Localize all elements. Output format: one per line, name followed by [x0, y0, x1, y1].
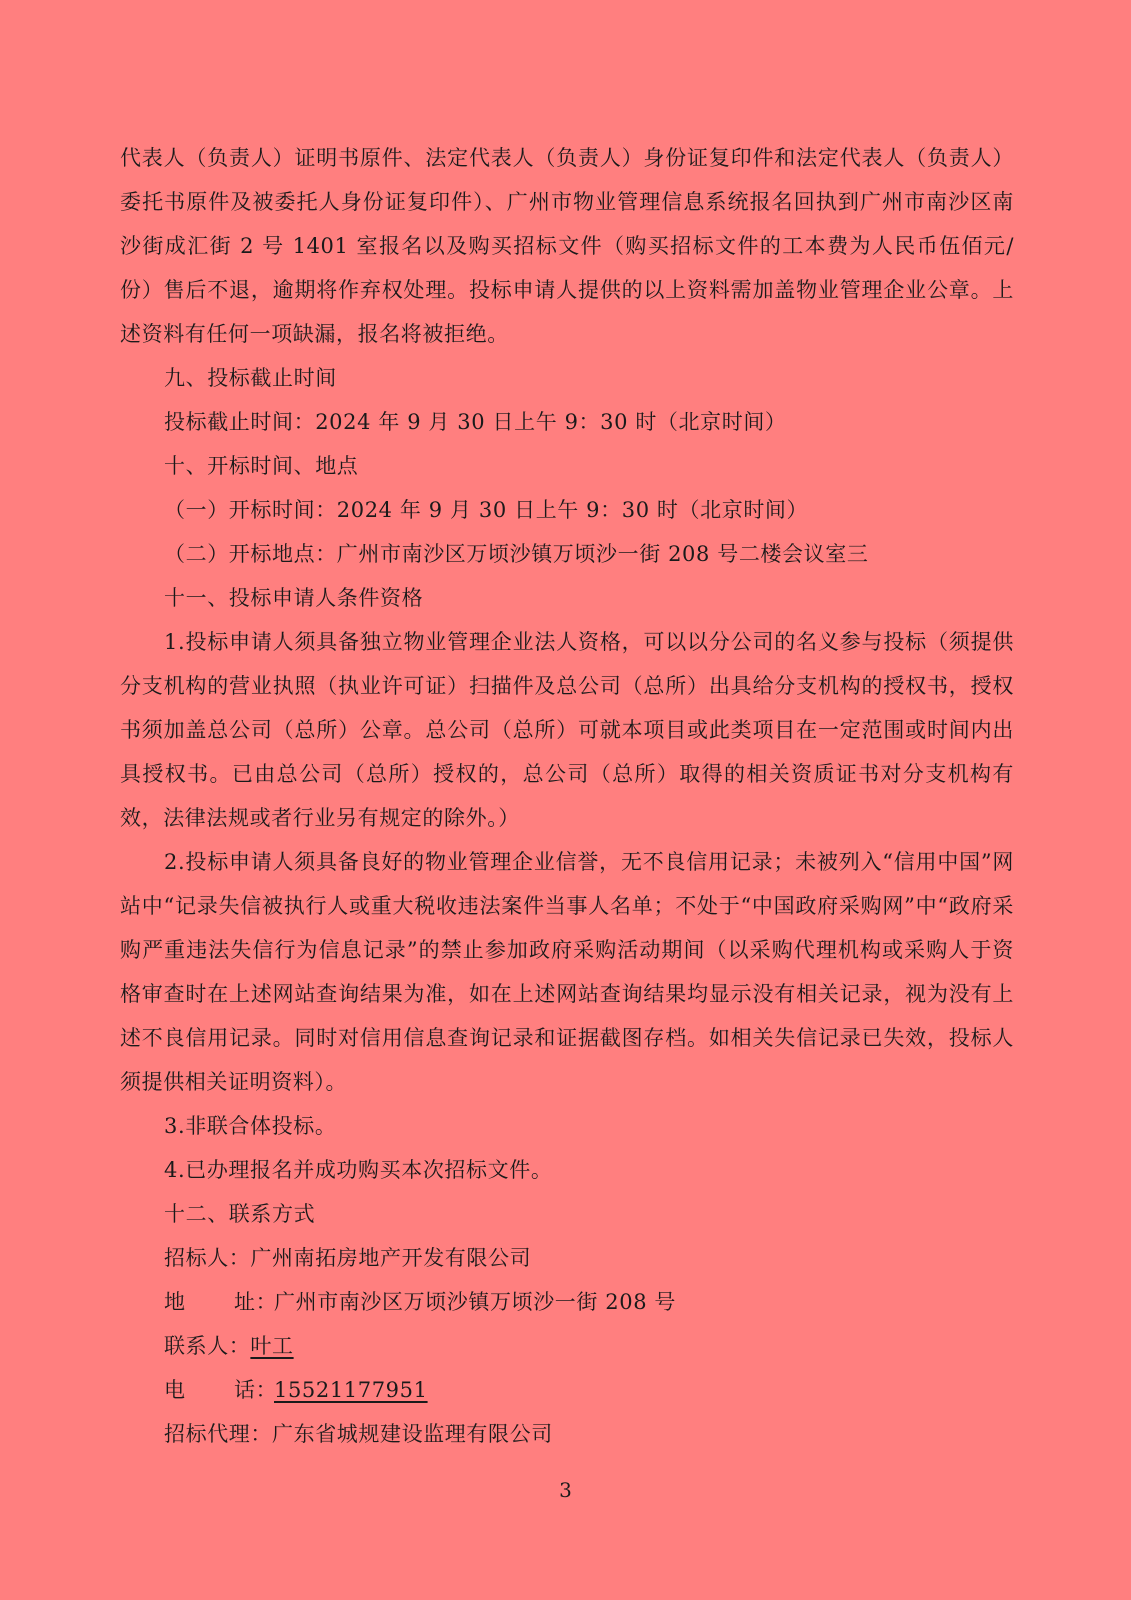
paragraph-qualification-4: 4.已办理报名并成功购买本次招标文件。: [164, 1158, 553, 1182]
paragraph-opening-time: （一）开标时间：2024 年 9 月 30 日上午 9：30 时（北京时间）: [164, 498, 809, 522]
paragraph-bid-deadline: 投标截止时间：2024 年 9 月 30 日上午 9：30 时（北京时间）: [164, 410, 787, 434]
address-value: 广州市南沙区万顷沙镇万顷沙一街 208 号: [274, 1290, 677, 1314]
agent-value: 广东省城规建设监理有限公司: [272, 1422, 553, 1446]
tenderer-label: 招标人：: [164, 1246, 251, 1270]
document-body: [120, 136, 1014, 1456]
paragraph-qualification-2: 2.投标申请人须具备良好的物业管理企业信誉，无不良信用记录；未被列入“信用中国”网站中“记录失信被执行人或重大税收违法案件当事人名单；不处于“中国政府采购网”中“政府采购严重违法失信行为信息记录”的禁止参加政府采购活动期间（以采购代理机构或采购人于资格审查时在上述网站查询结果为准，如在上述网站查询结果均显示没有相关记录，视为没有上述不良信用记录。同时对信用信息查询记录和证据截图存档。如相关失信记录已失效，投标人须提供相关证明资料）。: [120, 850, 1014, 1094]
heading-bid-opening: 十、开标时间、地点: [164, 454, 359, 478]
contact-person-label: 联系人：: [164, 1334, 251, 1358]
paragraph-opening-location: （二）开标地点：广州市南沙区万顷沙镇万顷沙一街 208 号二楼会议室三: [164, 542, 869, 566]
heading-bid-deadline: 九、投标截止时间: [164, 366, 337, 390]
phone-label: 电 话：: [164, 1378, 278, 1402]
contact-address: [120, 1280, 1014, 1324]
page-number: 3: [559, 1478, 572, 1502]
contact-person: [120, 1324, 1014, 1368]
heading-contact: 十二、联系方式: [164, 1202, 316, 1226]
contact-agent: [120, 1412, 1014, 1456]
paragraph-qualification-3: 3.非联合体投标。: [164, 1114, 337, 1138]
paragraph-qualification-1: 1.投标申请人须具备独立物业管理企业法人资格，可以以分公司的名义参与投标（须提供分支机构的营业执照（执业许可证）扫描件及总公司（总所）出具给分支机构的授权书，授权书须加盖总公司（总所）公章。总公司（总所）可就本项目或此类项目在一定范围或时间内出具授权书。已由总公司（总所）授权的，总公司（总所）取得的相关资质证书对分支机构有效，法律法规或者行业另有规定的除外。）: [120, 630, 1014, 830]
contact-tenderer: [120, 1236, 1014, 1280]
tenderer-value: 广州南拓房地产开发有限公司: [250, 1246, 532, 1270]
address-label: 地 址：: [164, 1290, 278, 1314]
heading-qualifications: 十一、投标申请人条件资格: [164, 586, 424, 610]
agent-label: 招标代理：: [164, 1422, 272, 1446]
paragraph-registration-continuation: 代表人（负责人）证明书原件、法定代表人（负责人）身份证复印件和法定代表人（负责人）委托书原件及被委托人身份证复印件）、广州市物业管理信息系统报名回执到广州市南沙区南沙街成汇街 2 号 1401 室报名以及购买招标文件（购买招标文件的工本费为人民币伍佰元/份）售后不退，逾期将作弃权处理。投标申请人提供的以上资料需加盖物业管理企业公章。上述资料有任何一项缺漏，报名将被拒绝。: [120, 146, 1014, 346]
phone-value: 15521177951: [274, 1378, 428, 1402]
contact-phone: [120, 1368, 1014, 1412]
contact-person-value: 叶工: [250, 1334, 294, 1358]
